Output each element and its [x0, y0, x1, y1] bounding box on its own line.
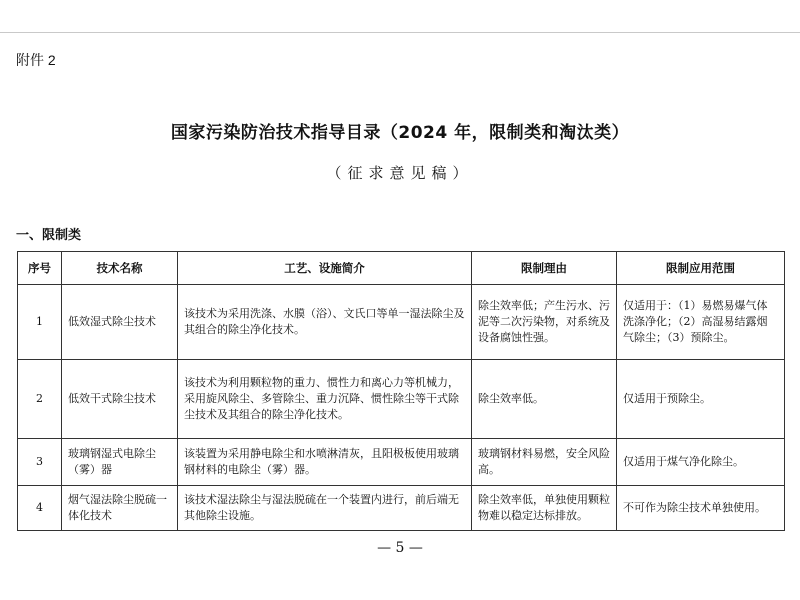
cell-reason: 除尘效率低，单独使用颗粒物难以稳定达标排放。	[472, 486, 617, 531]
attachment-label: 附件 2	[16, 52, 56, 68]
cell-process: 该装置为采用静电除尘和水喷淋清灰，且阳极板使用玻璃钢材料的电除尘（雾）器。	[178, 439, 472, 486]
cell-number: 4	[18, 486, 62, 531]
cell-number: 2	[18, 360, 62, 439]
cell-process: 该技术为利用颗粒物的重力、惯性力和离心力等机械力，采用旋风除尘、多管除尘、重力沉降、惯性除尘等干式除尘技术及其组合的除尘净化技术。	[178, 360, 472, 439]
document-title: 国家污染防治技术指导目录（2024 年，限制类和淘汰类）	[170, 123, 630, 143]
cell-name: 低效湿式除尘技术	[62, 285, 178, 360]
table-row	[18, 486, 785, 531]
cell-reason: 除尘效率低；产生污水、污泥等二次污染物，对系统及设备腐蚀性强。	[472, 285, 617, 360]
header-name: 技术名称	[62, 252, 178, 285]
section-heading: 一、限制类	[16, 228, 82, 243]
header-scope: 限制应用范围	[617, 252, 785, 285]
header-process: 工艺、设施简介	[178, 252, 472, 285]
page-top-border	[0, 32, 800, 33]
cell-name: 玻璃钢湿式电除尘（雾）器	[62, 439, 178, 486]
cell-scope: 仅适用于预除尘。	[617, 360, 785, 439]
table-row	[18, 285, 785, 360]
cell-process: 该技术为采用洗涤、水膜（浴）、文氏口等单一湿法除尘及其组合的除尘净化技术。	[178, 285, 472, 360]
table-header-row	[18, 252, 785, 285]
cell-scope: 仅适用于煤气净化除尘。	[617, 439, 785, 486]
document-subtitle: （征求意见稿）	[326, 164, 474, 182]
page-number: — 5 —	[377, 540, 423, 556]
cell-reason: 玻璃钢材料易燃，安全风险高。	[472, 439, 617, 486]
cell-scope: 不可作为除尘技术单独使用。	[617, 486, 785, 531]
header-number: 序号	[18, 252, 62, 285]
header-reason: 限制理由	[472, 252, 617, 285]
table-row	[18, 360, 785, 439]
cell-number: 3	[18, 439, 62, 486]
cell-name: 烟气湿法除尘脱硫一体化技术	[62, 486, 178, 531]
cell-reason: 除尘效率低。	[472, 360, 617, 439]
cell-scope: 仅适用于：（1）易燃易爆气体洗涤净化；（2）高湿易结露烟气除尘；（3）预除尘。	[617, 285, 785, 360]
table-row	[18, 439, 785, 486]
cell-name: 低效干式除尘技术	[62, 360, 178, 439]
cell-process: 该技术湿法除尘与湿法脱硫在一个装置内进行，前后端无其他除尘设施。	[178, 486, 472, 531]
cell-number: 1	[18, 285, 62, 360]
restriction-table	[17, 251, 785, 531]
